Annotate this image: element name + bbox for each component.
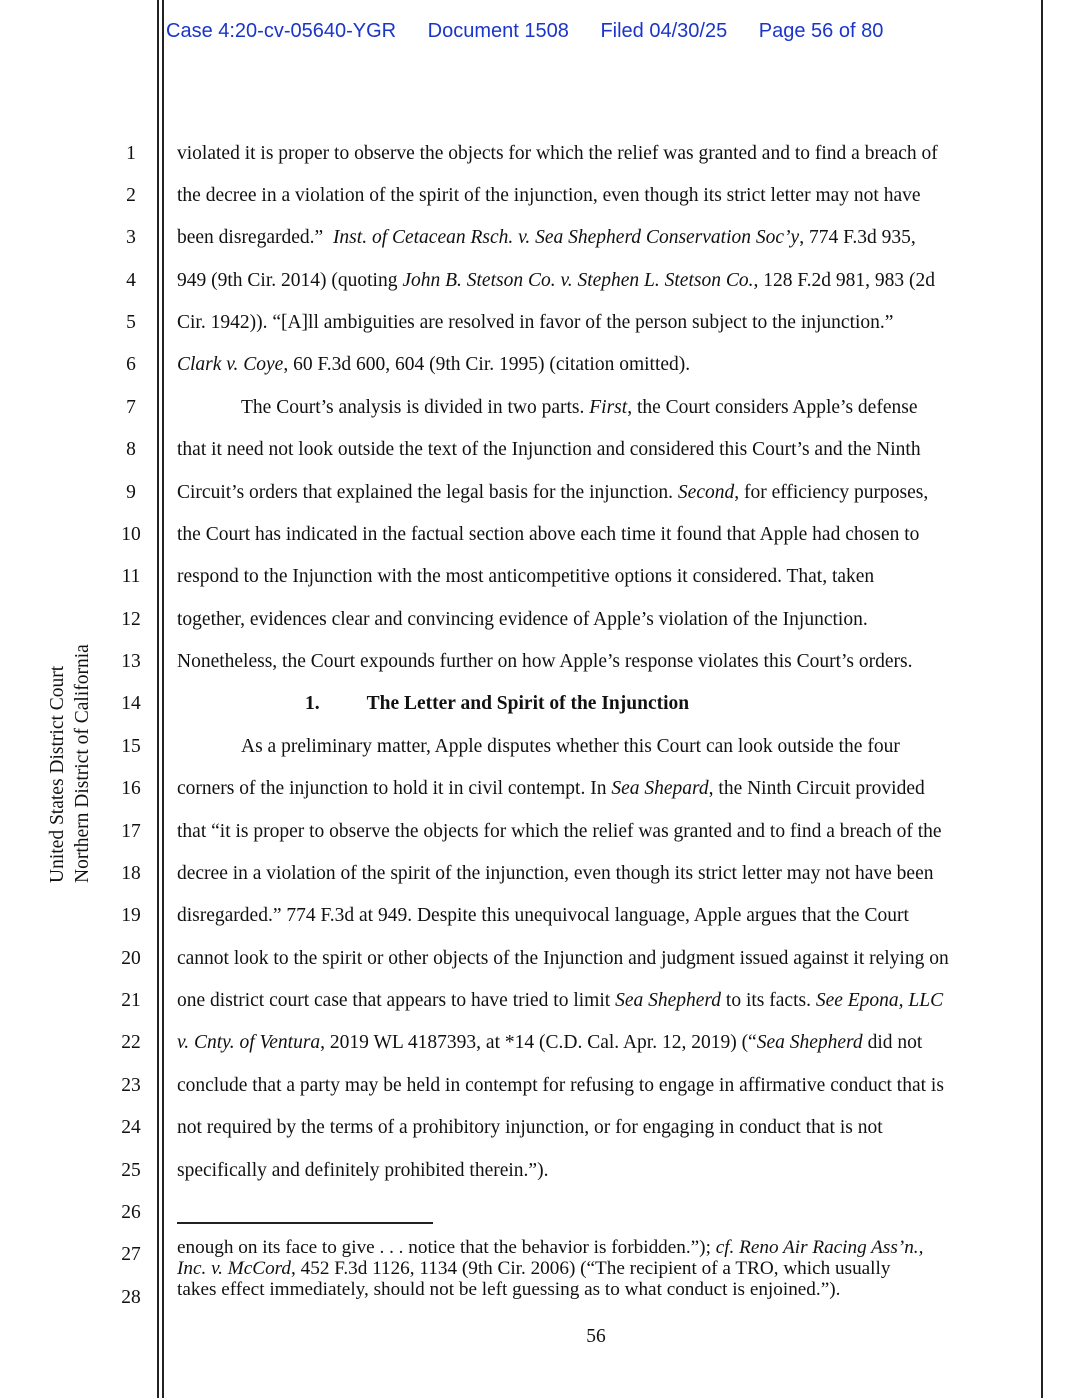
body-line-8: that it need not look outside the text of the Injunction and considered this Court’s and the Ninth	[177, 439, 921, 460]
section-heading	[305, 693, 689, 715]
line-number: 17	[121, 821, 141, 842]
line-number: 12	[121, 609, 141, 630]
body-line-15: As a preliminary matter, Apple disputes whether this Court can look outside the four	[241, 736, 900, 757]
line-number: 6	[126, 354, 136, 375]
footnote-divider	[177, 1222, 433, 1224]
footnote-line-3: takes effect immediately, should not be left guessing as to what conduct is enjoined.”).	[177, 1279, 841, 1300]
body-line-4: 949 (9th Cir. 2014) (quoting John B. Stetson Co. v. Stephen L. Stetson Co., 128 F.2d 981, 983 (2d	[177, 270, 936, 291]
line-number: 8	[126, 439, 136, 460]
footnote-line-1: enough on its face to give . . . notice that the behavior is forbidden.”); cf. Reno Air Racing Ass’n.,	[177, 1237, 924, 1258]
case-citation: Inst. of Cetacean Rsch. v. Sea Shepherd Conservation Soc’y	[332, 227, 800, 248]
sidebar-district: Northern District of California	[72, 644, 93, 883]
line-number: 18	[121, 863, 141, 884]
line-number: 22	[121, 1032, 141, 1053]
line-number: 26	[121, 1202, 141, 1223]
body-line-11: respond to the Injunction with the most anticompetitive options it considered. That, taken	[177, 566, 875, 587]
line-number: 1	[126, 143, 136, 164]
line-number: 7	[126, 397, 136, 418]
body-line-24: not required by the terms of a prohibitory injunction, or for engaging in conduct that is not	[177, 1117, 883, 1138]
page-number: 56	[586, 1326, 606, 1347]
section-number: 1.	[305, 693, 320, 714]
body-line-7: The Court’s analysis is divided in two parts. First, the Court considers Apple’s defense	[241, 397, 918, 418]
line-number: 3	[126, 227, 136, 248]
body-line-1: violated it is proper to observe the objects for which the relief was granted and to find a breach of	[177, 143, 938, 164]
line-number: 24	[121, 1117, 141, 1138]
header-case: Case 4:20-cv-05640-YGR	[166, 20, 397, 42]
line-number: 28	[121, 1287, 141, 1308]
line-number: 11	[121, 566, 141, 587]
body-line-17: that “it is proper to observe the objects for which the relief was granted and to find a breach of the	[177, 821, 942, 842]
line-number: 15	[121, 736, 141, 757]
header-filed: Filed 04/30/25	[600, 20, 728, 42]
line-number: 16	[121, 778, 141, 799]
document-header	[166, 20, 909, 43]
line-number: 2	[126, 185, 136, 206]
left-margin-rule	[157, 0, 159, 1398]
body-line-9: Circuit’s orders that explained the legal basis for the injunction. Second, for efficiency purposes,	[177, 482, 929, 503]
body-line-19: disregarded.” 774 F.3d at 949. Despite this unequivocal language, Apple argues that the Court	[177, 905, 909, 926]
line-number: 23	[121, 1075, 141, 1096]
case-citation: John B. Stetson Co. v. Stephen L. Stetson Co.	[402, 270, 754, 291]
body-line-6: Clark v. Coye, 60 F.3d 600, 604 (9th Cir. 1995) (citation omitted).	[177, 354, 691, 375]
body-line-2: the decree in a violation of the spirit of the injunction, even though its strict letter may not have	[177, 185, 921, 206]
line-number: 20	[121, 948, 141, 969]
section-title: The Letter and Spirit of the Injunction	[366, 693, 690, 714]
footnote-line-2: Inc. v. McCord, 452 F.3d 1126, 1134 (9th Cir. 2006) (“The recipient of a TRO, which usually	[177, 1258, 891, 1279]
line-number: 13	[121, 651, 141, 672]
line-number: 21	[121, 990, 141, 1011]
header-document: Document 1508	[427, 20, 569, 42]
body-line-18: decree in a violation of the spirit of the injunction, even though its strict letter may not have been	[177, 863, 934, 884]
body-line-13: Nonetheless, the Court expounds further on how Apple’s response violates this Court’s orders.	[177, 651, 913, 672]
body-line-5: Cir. 1942)). “[A]ll ambiguities are resolved in favor of the person subject to the injunction.”	[177, 312, 894, 333]
body-line-21: one district court case that appears to have tried to limit Sea Shepherd to its facts. See Epona, LLC	[177, 990, 944, 1011]
sidebar-court: United States District Court	[47, 665, 68, 883]
left-margin-rule-inner	[162, 0, 164, 1398]
line-number: 19	[121, 905, 141, 926]
body-line-12: together, evidences clear and convincing evidence of Apple’s violation of the Injunction.	[177, 609, 868, 630]
body-line-23: conclude that a party may be held in contempt for refusing to engage in affirmative conduct that is	[177, 1075, 944, 1096]
line-number: 14	[121, 693, 141, 714]
line-number: 9	[126, 482, 136, 503]
body-line-25: specifically and definitely prohibited therein.”).	[177, 1160, 549, 1181]
line-number: 27	[121, 1244, 141, 1265]
line-number: 4	[126, 270, 136, 291]
body-line-16: corners of the injunction to hold it in civil contempt. In Sea Shepard, the Ninth Circuit provided	[177, 778, 925, 799]
header-page: Page 56 of 80	[758, 20, 884, 42]
body-line-10: the Court has indicated in the factual section above each time it found that Apple had chosen to	[177, 524, 920, 545]
right-margin-rule	[1041, 0, 1043, 1398]
case-citation: Clark v. Coye	[177, 354, 284, 375]
body-line-22: v. Cnty. of Ventura, 2019 WL 4187393, at *14 (C.D. Cal. Apr. 12, 2019) (“Sea Shepherd did not	[177, 1032, 923, 1053]
line-number: 5	[126, 312, 136, 333]
body-line-20: cannot look to the spirit or other objects of the Injunction and judgment issued against it relying on	[177, 948, 949, 969]
line-number: 25	[121, 1160, 141, 1181]
body-line-3: been disregarded.” Inst. of Cetacean Rsch. v. Sea Shepherd Conservation Soc’y, 774 F.3d 935,	[177, 227, 916, 248]
line-number: 10	[121, 524, 141, 545]
